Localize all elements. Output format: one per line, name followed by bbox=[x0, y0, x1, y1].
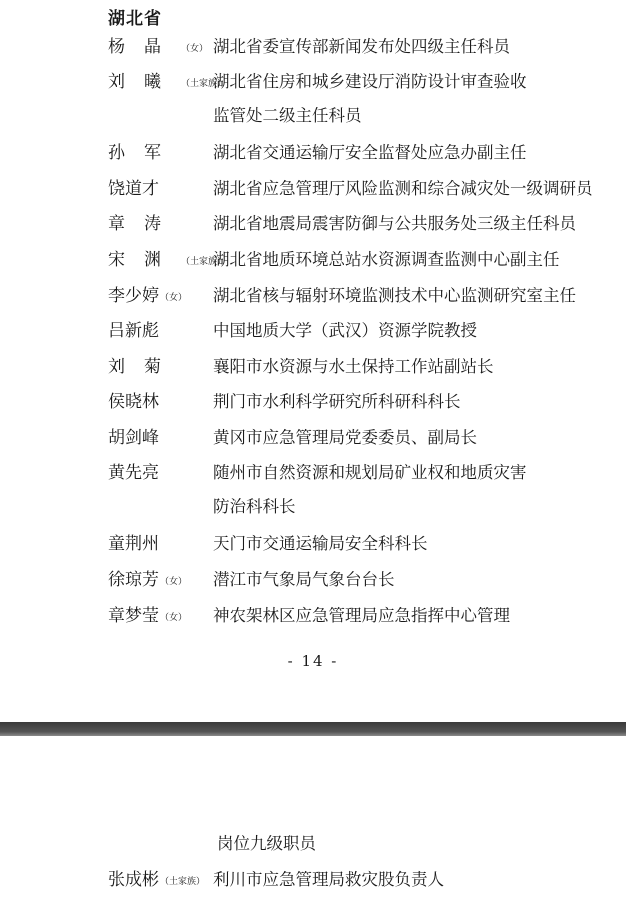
ethnicity-gender-tag: （土家族） bbox=[181, 257, 227, 267]
role-continuation: 岗位九级职员 bbox=[217, 834, 316, 853]
job-title: 湖北省地质环境总站水资源调查监测中心副主任 bbox=[213, 250, 560, 269]
job-title: 天门市交通运输局安全科科长 bbox=[213, 534, 428, 553]
person-name-text: 侯晓林 bbox=[108, 392, 159, 412]
page-divider bbox=[0, 722, 626, 736]
person-name bbox=[108, 245, 226, 277]
person-name bbox=[108, 423, 159, 453]
job-title: 襄阳市水资源与水土保持工作站副站长 bbox=[213, 357, 494, 376]
person-name-text: 章涛 bbox=[108, 214, 180, 234]
person-name-text: 宋渊 bbox=[108, 250, 180, 270]
document-page-15 bbox=[0, 736, 626, 900]
list-item bbox=[0, 316, 626, 346]
person-name-text: 刘曦 bbox=[108, 72, 180, 92]
job-title: 湖北省委宣传部新闻发布处四级主任科员 bbox=[213, 37, 510, 56]
list-item bbox=[0, 32, 626, 62]
list-item bbox=[0, 67, 626, 125]
person-name bbox=[108, 209, 180, 239]
person-name-text: 孙军 bbox=[108, 143, 180, 163]
job-title: 神农架林区应急管理局应急指挥中心管理 bbox=[213, 606, 510, 625]
person-name-text: 徐琼芳 bbox=[108, 570, 159, 590]
job-title: 潜江市气象局气象台台长 bbox=[213, 570, 395, 589]
person-name bbox=[108, 174, 159, 204]
ethnicity-gender-tag: （土家族） bbox=[181, 79, 227, 89]
list-item bbox=[0, 565, 626, 595]
list-item bbox=[0, 529, 626, 559]
region-title: 湖北省 bbox=[108, 9, 162, 29]
person-name-text: 章梦莹 bbox=[108, 606, 159, 626]
person-name bbox=[108, 67, 226, 99]
job-title: 黄冈市应急管理局党委委员、副局长 bbox=[213, 428, 477, 447]
ethnicity-gender-tag: （女） bbox=[160, 613, 188, 623]
person-name bbox=[108, 352, 180, 382]
person-name-text: 胡剑峰 bbox=[108, 428, 159, 448]
job-title: 荆门市水利科学研究所科研科科长 bbox=[213, 392, 461, 411]
person-name bbox=[108, 458, 159, 488]
list-item bbox=[0, 281, 626, 311]
job-title: 利川市应急管理局救灾股负责人 bbox=[213, 870, 444, 889]
person-name bbox=[108, 138, 180, 168]
ethnicity-gender-tag: （女） bbox=[160, 577, 188, 587]
person-name bbox=[108, 316, 159, 346]
ethnicity-gender-tag: （女） bbox=[160, 293, 188, 303]
page-number: - 14 - bbox=[287, 652, 339, 670]
ethnicity-gender-tag: （土家族） bbox=[160, 877, 206, 887]
person-name-text: 李少婷 bbox=[108, 286, 159, 306]
job-title: 湖北省地震局震害防御与公共服务处三级主任科员 bbox=[213, 214, 576, 233]
list-item bbox=[0, 174, 626, 204]
person-name-text: 杨晶 bbox=[108, 37, 180, 57]
list-item bbox=[0, 423, 626, 453]
job-title: 湖北省核与辐射环境监测技术中心监测研究室主任 bbox=[213, 286, 576, 305]
job-title: 随州市自然资源和规划局矿业权和地质灾害 bbox=[213, 463, 527, 482]
list-item bbox=[0, 352, 626, 382]
list-item bbox=[0, 209, 626, 239]
person-name bbox=[108, 281, 187, 313]
person-name bbox=[108, 565, 187, 597]
person-name-text: 吕新彪 bbox=[108, 321, 159, 341]
job-title-continued: 监管处二级主任科员 bbox=[213, 106, 362, 125]
person-name-text: 童荆州 bbox=[108, 534, 159, 554]
job-title: 湖北省住房和城乡建设厅消防设计审查验收 bbox=[213, 72, 527, 91]
job-title-continued: 防治科科长 bbox=[213, 497, 296, 516]
list-item bbox=[0, 387, 626, 417]
person-name-text: 饶道才 bbox=[108, 179, 159, 199]
person-name bbox=[108, 387, 159, 417]
person-name bbox=[108, 529, 159, 559]
list-item bbox=[0, 245, 626, 275]
list-item bbox=[0, 865, 626, 895]
list-item bbox=[0, 601, 626, 631]
list-item bbox=[0, 458, 626, 516]
job-title: 湖北省交通运输厅安全监督处应急办副主任 bbox=[213, 143, 527, 162]
person-name-text: 张成彬 bbox=[108, 870, 159, 890]
person-name-text: 刘菊 bbox=[108, 357, 180, 377]
job-title: 中国地质大学（武汉）资源学院教授 bbox=[213, 321, 477, 340]
ethnicity-gender-tag: （女） bbox=[181, 44, 209, 54]
person-name bbox=[108, 865, 205, 897]
list-item bbox=[0, 138, 626, 168]
job-title: 湖北省应急管理厅风险监测和综合减灾处一级调研员 bbox=[213, 179, 593, 198]
person-name bbox=[108, 32, 208, 64]
person-name-text: 黄先亮 bbox=[108, 463, 159, 483]
person-name bbox=[108, 601, 187, 633]
